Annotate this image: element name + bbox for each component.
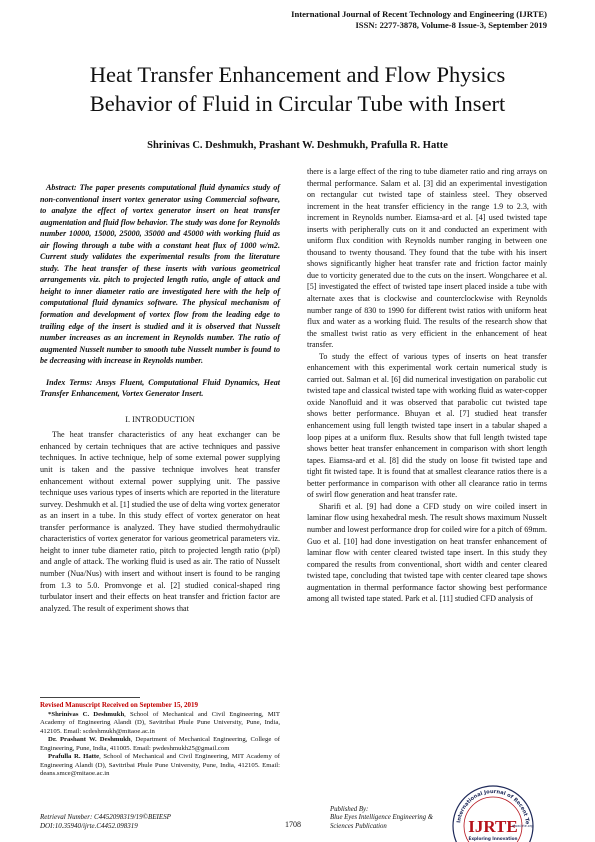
body-paragraph: To study the effect of various types of inserts on heat transfer enhancement with this experimental work certain numerical study is carried out. Salman et al. [6] did numerical investigation on parabolic cut twisted tape and classical twisted tape with working fluid as water-copper oxide Nanofluid and it was observed that parabolic cut twisted tape shows better performance. Bhuyan et al. [7] studied heat transfer enhancement using full length twisted tape insert in a tabular shaped a loop pipes at a uniform flux. Results show that full length twisted tape shows better heat transfer enhancement in comparison with short length tapes. Eiamsa-ard et al. [8] did the study on loose fit twisted tape and tight fit twisted tape. It is found that at smallest clearance ratios there is a better performance in comparison with other all clearance ratio in terms of swirl flow generation and heat transfer rate. <box>307 351 547 500</box>
body-paragraph: there is a large effect of the ring to tube diameter ratio and ring arrays on thermal performance. Salam et al. [3] did an experimental investigation on rectangular cut twisted tape of stainless steel. They observed increment in the heat transfer efficiency in the range 1.9 to 2.3, with increment in Reynolds number. Eiamsa-ard et al. [4] used twisted tape inserts with peripherally cuts on it and conducted an experiment with uniform flux condition with Reynolds number ranging in between one thousand to twenty thousand. They found that the tube with his insert shows significantly higher heat transfer rate and friction factor mainly due to vorticity generated due to the cuts on the insert. Wongcharee et al. [5] investigated the effect of twisted tape insert placed inside a tube with alternate axes that is clockwise and counterclockwise with Reynolds number range of 830 to 1990 for different twist ratios with uniform heat flux and water as a working fluid. The results of the research show that the smallest twist ratio as very efficient in the enhancement of heat transfer. <box>307 167 547 350</box>
paper-title: Heat Transfer Enhancement and Flow Physics Behavior of Fluid in Circular Tube with Insert <box>89 62 506 116</box>
abstract: Abstract: The paper presents computational fluid dynamics study of non-conventional insert vortex generator using Commercial software, to analyze the effect of vortex generator insert on heat transfer augmentation and fluid flow behavior. The study was done for Reynolds number 10000, 15000, 25000, 35000 and 45000 with working fluid as air flowing through a tube with a constant heat flux of 1000 w/m2. Current study validates the experimental results from the literature study. The heat transfer of these inserts with various geometrical arrangements viz. pitch to projected length ratio, angle of attack and height to inner diameter ratio are investigated here with the help of computational fluid dynamics software. The physical mechanism of formation and development of vortex flow from the leading edge to trailing edge of the insert is studied and it is observed that Nusselt number increases as an increment in Reynolds number. The ratio of augmented Nusselt number to smooth tube Nusselt number is found to be decreasing with increase in Reynolds number. <box>40 183 280 366</box>
footer-publisher: Published By: Blue Eyes Intelligence Engineering & Sciences Publication <box>330 806 434 830</box>
footer-retrieval <box>40 813 171 831</box>
doi-link[interactable]: DOI:10.35940/ijrte.C4452.098319 <box>40 822 138 830</box>
logo-text: IJRTE <box>468 817 518 836</box>
retrieval-number: Retrieval Number: C4452098319/19©BEIESP <box>40 813 171 821</box>
right-column <box>307 166 547 605</box>
body-paragraph: Sharifi et al. [9] had done a CFD study on wire coiled insert in laminar flow using hexahedral mesh. The result shows maximum Nusselt number and lowest performance drop for coiled wire for a pitch of 69mm. Guo et al. [10] had done investigation on heat transfer enhancement of laminar flow with center cleared twisted tape insert. In this study they compared the results from conventional, short width and center cleared twisted tape, concluding that twisted tape with center cleared tape shows augmentation in thermal performance factor showing best performance among all twisted tape stated. Park et al. [11] studied CFD analysis of <box>307 501 547 604</box>
section-heading-introduction: I. INTRODUCTION <box>125 414 195 424</box>
journal-header <box>187 9 547 31</box>
footnote-divider <box>40 697 140 698</box>
received-date: Revised Manuscript Received on September 15, 2019 <box>40 701 198 709</box>
journal-name: International Journal of Recent Technology and Engineering (IJRTE) <box>291 9 547 19</box>
author-affiliation: Prafulla R. Hatte, School of Mechanical and Civil Engineering, MIT Academy of Engineering Alandi (D), Savitribai Phule Pune University, Pune, India, 412105. Email: deans.smce@mitaoe.ac.in <box>40 753 280 777</box>
logo-tagline: Exploring Innovation <box>468 836 518 841</box>
author-footnotes <box>40 701 280 779</box>
left-column <box>40 182 280 614</box>
author-affiliation: *Shrinivas C. Deshmukh, School of Mechanical and Civil Engineering, MIT Academy of Engineering Alandi (D), Savitribai Phule Pune University, Pune, India, 412105. Email: scdeshmukh@mitaoe.ac.in <box>40 710 280 735</box>
author-affiliation: Dr. Prashant W. Deshmukh, Department of Mechanical Engineering, College of Engineering, Pune, India, 411005. Email: pwdeshmukh25@gmail.com <box>40 736 280 752</box>
logo-url: www.ijrte.org <box>511 824 533 828</box>
page-number: 1708 <box>285 820 301 829</box>
intro-paragraph: The heat transfer characteristics of any heat exchanger can be enhanced by certain techniques that are active techniques and passive techniques. In active technique, help of some external power supplying unit is taken and the passive technique involves heat transfer enhancement without external power supplying unit. The passive technique uses various types of inserts which are reported in the literature survey. Deshmukh et al. [1] studied the use of delta wing vortex generator as an insert in a tube. In this study effect of vortex generator on heat transfer performance is analyzed. They have studied thermohydraulic characteristics of vortex generator for various geometrical parameters viz. height to inner tube diameter ratio, pitch to projected length ratio (p/pl) and angle of attack. The working fluid is used as air. The ratio of Nusselt number (Nua/Nus) with insert and without insert is found to be ranging from 1.3 to 5.0. Promvonge et al. [2] studied conical-shaped ring turbulator insert and their effects on heat transfer and friction factor are analyzed. The result of experiment shows that <box>40 430 280 613</box>
logo-ring-text: International Journal of Recent Te <box>456 788 530 825</box>
ijrte-logo <box>438 776 548 842</box>
issn-line: ISSN: 2277-3878, Volume-8 Issue-3, September 2019 <box>355 20 547 30</box>
index-terms: Index Terms: Ansys Fluent, Computational Fluid Dynamics, Heat Transfer Enhancement, Vortex Generator Insert. <box>40 377 280 399</box>
author-list: Shrinivas C. Deshmukh, Prashant W. Deshmukh, Prafulla R. Hatte <box>147 140 448 151</box>
